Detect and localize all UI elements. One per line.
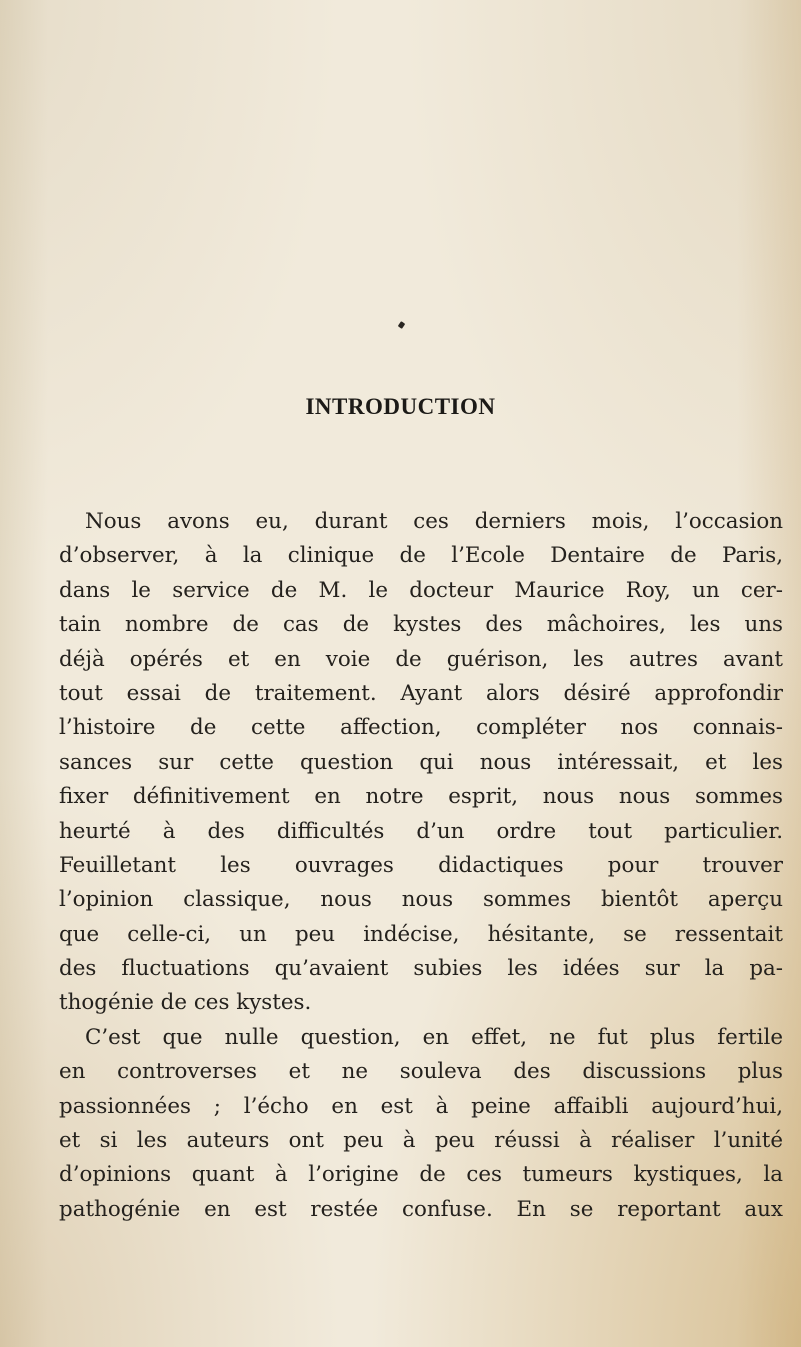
text-line: Feuilletant les ouvrages didactiques pour trouver — [59, 852, 783, 878]
text-line: l’histoire de cette affection, compléter nos connais- — [59, 715, 783, 741]
text-line: tain nombre de cas de kystes des mâchoires, les uns — [59, 612, 783, 638]
text-line: fixer définitivement en notre esprit, nous nous sommes — [59, 784, 783, 810]
text-line: C’est que nulle question, en effet, ne fut plus fertile — [85, 1024, 783, 1050]
text-line: Nous avons eu, durant ces derniers mois, l’occasion — [85, 509, 783, 534]
text-line: et si les auteurs ont peu à peu réussi à réaliser l’unité — [59, 1128, 783, 1154]
text-line: dans le service de M. le docteur Maurice Roy, un cer- — [59, 577, 783, 603]
chapter-heading: INTRODUCTION — [305, 394, 496, 419]
text-line: déjà opérés et en voie de guérison, les autres avant — [59, 646, 783, 672]
text-line: thogénie de ces kystes. — [59, 990, 312, 1016]
text-line: d’opinions quant à l’origine de ces tumeurs kystiques, la — [59, 1162, 783, 1188]
text-line: des fluctuations qu’avaient subies les idées sur la pa- — [59, 956, 783, 982]
text-line: tout essai de traitement. Ayant alors désiré approfondir — [59, 680, 783, 706]
text-line: en controverses et ne souleva des discussions plus — [59, 1059, 783, 1085]
text-line: passionnées ; l’écho en est à peine affaibli aujourd’hui, — [59, 1093, 783, 1119]
text-line: sances sur cette question qui nous intéressait, et les — [59, 749, 783, 775]
body-text — [59, 505, 783, 1227]
text-line: que celle-ci, un peu indécise, hésitante, se ressentait — [59, 921, 783, 947]
text-line: heurté à des difficultés d’un ordre tout particulier. — [59, 818, 783, 844]
ink-speck — [398, 321, 406, 329]
text-line: d’observer, à la clinique de l’Ecole Dentaire de Paris, — [59, 543, 783, 569]
text-line: l’opinion classique, nous nous sommes bientôt aperçu — [59, 887, 783, 913]
text-line: pathogénie en est restée confuse. En se reportant aux — [59, 1196, 783, 1222]
